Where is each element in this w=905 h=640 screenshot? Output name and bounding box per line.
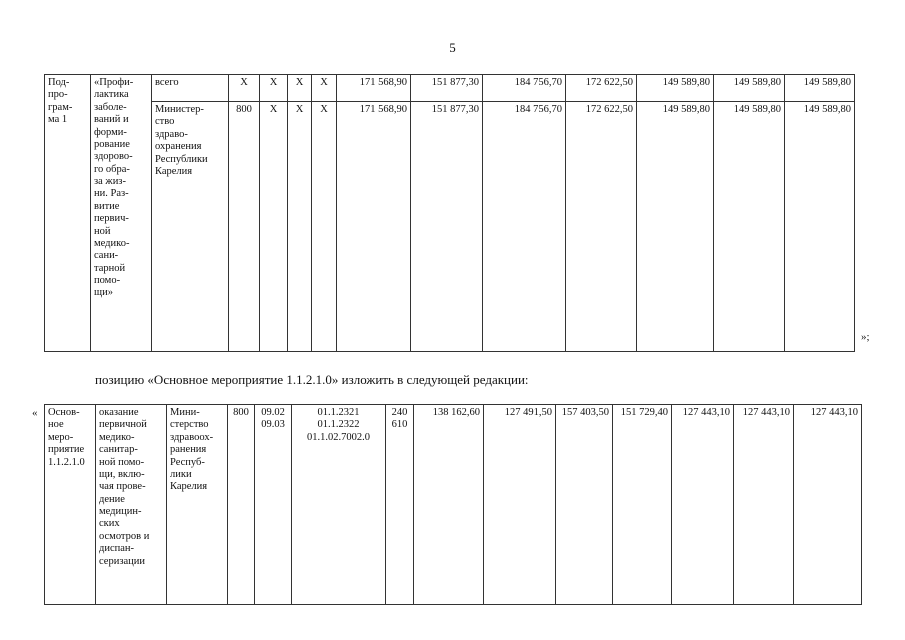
value: 149 589,80 <box>733 77 781 88</box>
value: 149 589,80 <box>662 104 710 115</box>
value-cell <box>483 102 566 352</box>
vr-cell <box>312 102 337 352</box>
value-cell <box>672 405 734 605</box>
value: 127 443,10 <box>682 407 730 418</box>
grbs-cell <box>229 75 260 102</box>
ministry-name: Мини- стерство здравоох- ранения Респуб- лики Карелия <box>170 407 214 493</box>
csr-cell <box>292 405 386 605</box>
value-cell <box>337 75 411 102</box>
value: 127 491,50 <box>504 407 552 418</box>
subprogram-cell <box>45 75 91 352</box>
activity-code: Основ- ное меро- приятие 1.1.2.1.0 <box>48 407 85 468</box>
value-cell <box>637 75 714 102</box>
table-row <box>45 102 855 352</box>
value: 149 589,80 <box>803 104 851 115</box>
value: 149 589,80 <box>662 77 710 88</box>
value-cell <box>613 405 672 605</box>
activity-code-cell <box>45 405 96 605</box>
grbs-cell <box>229 102 260 352</box>
value: 184 756,70 <box>514 104 562 115</box>
rzpr-cell <box>260 75 288 102</box>
rzpr-codes: 09.02 09.03 <box>261 407 285 431</box>
vr-cell <box>386 405 414 605</box>
vr-mark: X <box>320 104 328 115</box>
grbs-mark: X <box>240 77 248 88</box>
value-cell <box>411 102 483 352</box>
value: 151 729,40 <box>620 407 668 418</box>
table-row <box>45 405 862 605</box>
ministry-cell <box>167 405 228 605</box>
value: 138 162,60 <box>432 407 480 418</box>
value: 151 877,30 <box>431 104 479 115</box>
vr-codes: 240 610 <box>391 407 408 431</box>
page-number: 5 <box>449 40 456 55</box>
subprogram-name: «Профи- лактика заболе- ваний и форми- рование здорово- го обра- за жиз- ни. Раз- витие первич- ной медико- сани- тарной помо- щи» <box>94 77 134 299</box>
activity-description: оказание первичной медико- санитар- ной помо- щи, вклю- чая прове- дение медицин- ских осмотров и диспан- серизации <box>99 407 150 567</box>
rzpr-mark: X <box>269 104 278 115</box>
activity-description-cell <box>96 405 167 605</box>
activity-table <box>44 404 862 605</box>
rzpr-cell <box>255 405 292 605</box>
vr-cell <box>312 75 337 102</box>
value-cell <box>785 75 855 102</box>
value-cell <box>566 75 637 102</box>
csr-mark: X <box>295 77 304 88</box>
csr-codes: 01.1.2321 01.1.2322 01.1.02.7002.0 <box>307 407 370 443</box>
value: 172 622,50 <box>585 104 633 115</box>
opening-quote: « <box>32 407 38 419</box>
value-cell <box>483 75 566 102</box>
ministry-name: Министер- ство здраво- охранения Республики Карелия <box>155 104 208 177</box>
total-label-cell <box>152 75 229 102</box>
value: 151 877,30 <box>431 77 479 88</box>
value-cell <box>794 405 862 605</box>
value-cell <box>714 75 785 102</box>
program-table <box>44 74 855 352</box>
grbs-code: 800 <box>233 407 249 418</box>
vr-mark: X <box>320 77 328 88</box>
grbs-cell <box>228 405 255 605</box>
csr-mark: X <box>295 104 304 115</box>
closing-quote: »; <box>861 331 870 343</box>
csr-cell <box>288 102 312 352</box>
grbs-code: 800 <box>236 104 252 115</box>
value: 127 443,10 <box>810 407 858 418</box>
value: 171 568,90 <box>359 104 407 115</box>
value-cell <box>414 405 484 605</box>
rzpr-cell <box>260 102 288 352</box>
csr-cell <box>288 75 312 102</box>
ministry-cell <box>152 102 229 352</box>
value-cell <box>411 75 483 102</box>
value-cell <box>566 102 637 352</box>
value: 157 403,50 <box>561 407 609 418</box>
subprogram-name-cell <box>91 75 152 352</box>
value: 149 589,80 <box>803 77 851 88</box>
value-cell <box>484 405 556 605</box>
value: 171 568,90 <box>359 77 407 88</box>
rzpr-mark: X <box>269 77 278 88</box>
value: 127 443,10 <box>742 407 790 418</box>
value: 172 622,50 <box>585 77 633 88</box>
instruction-text: позицию «Основное мероприятие 1.1.2.1.0» изложить в следующей редакции: <box>95 372 529 387</box>
value-cell <box>637 102 714 352</box>
value-cell <box>785 102 855 352</box>
value: 149 589,80 <box>733 104 781 115</box>
subprogram-label: Под- про- грам- ма 1 <box>48 77 73 126</box>
value-cell <box>556 405 613 605</box>
table-row <box>45 75 855 102</box>
value-cell <box>337 102 411 352</box>
value: 184 756,70 <box>514 77 562 88</box>
total-label: всего <box>155 77 179 88</box>
value-cell <box>734 405 794 605</box>
value-cell <box>714 102 785 352</box>
